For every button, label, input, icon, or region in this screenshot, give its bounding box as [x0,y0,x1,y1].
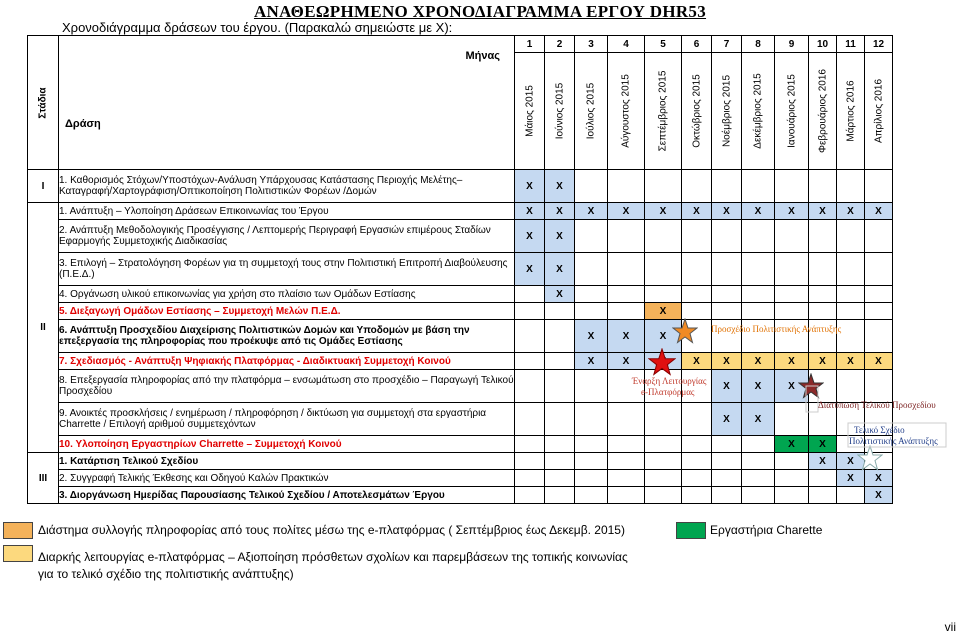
month-number: 1 [515,36,545,53]
schedule-cell: X [809,436,837,453]
action-label: 1. Ανάπτυξη – Υλοποίηση Δράσεων Επικοινωνίας του Έργου [59,203,515,220]
connector-box [806,386,818,412]
month-number: 11 [837,36,865,53]
legend-green-text: Εργαστήρια Charette [710,523,823,537]
schedule-cell: X [682,353,712,370]
action-label: 2. Συγγραφή Τελικής Έκθεσης και Οδηγού Καλών Πρακτικών [59,470,515,487]
month-name: Ιανουάριος 2015 [786,74,797,148]
month-number: 4 [608,36,645,53]
phase-label: III [28,453,59,504]
schedule-cell: X [712,403,742,436]
schedule-cell: X [809,353,837,370]
schedule-cell: X [515,203,545,220]
schedule-cell: X [645,303,682,320]
action-label: 3. Διοργάνωση Ημερίδας Παρουσίασης Τελικού Σχεδίου / Αποτελεσμάτων Έργου [59,487,515,504]
month-name: Ιούνιος 2015 [554,82,565,140]
action-label: 5. Διεξαγωγή Ομάδων Εστίασης – Συμμετοχή Μελών Π.Ε.Δ. [59,303,515,320]
phase-label: I [28,170,59,203]
schedule-cell: X [608,320,645,353]
schedule-cell: X [775,353,809,370]
schedule-cell: X [837,453,865,470]
schedule-cell: X [742,203,775,220]
month-number: 12 [865,36,893,53]
month-name: Απρίλιος 2016 [873,78,884,144]
schedule-cell: X [608,203,645,220]
month-number: 7 [712,36,742,53]
schedule-cell: X [837,470,865,487]
schedule-cell: X [742,353,775,370]
legend-yellow-swatch [3,545,33,562]
schedule-cell: X [645,203,682,220]
month-number: 9 [775,36,809,53]
schedule-cell: X [865,203,893,220]
annotation-platform-start-1: Έναρξη Λειτουργίας [632,376,707,386]
schedule-cell: X [712,353,742,370]
action-label: 8. Επεξεργασία πληροφορίας από την πλατφόρμα – ενσωμάτωση στο προσχέδιο – Παραγωγή Τελικού Προσχεδίου [59,370,515,403]
month-name: Μάιος 2015 [524,85,535,137]
schedule-cell: X [712,370,742,403]
schedule-cell: X [515,253,545,286]
schedule-cell: X [775,203,809,220]
month-name: Νοέμβριος 2015 [721,74,732,148]
annotation-draft-plan: Προσχέδιο Πολιτιστικής Ανάπτυξης [711,324,842,334]
schedule-cell: X [575,353,608,370]
month-name: Δεκέμβριος 2015 [752,73,764,149]
stages-header-label: Στάδια [37,86,49,119]
schedule-cell: X [837,353,865,370]
month-number: 3 [575,36,608,53]
schedule-cell: X [545,203,575,220]
action-label: 2. Ανάπτυξη Μεθοδολογικής Προσέγγισης / Λεπτομερής Περιγραφή Εργασιών επιμέρους Σταδίων Εφαρμογής Συμμετοχικής Διαδικασίας [59,220,515,253]
schedule-cell: X [865,487,893,504]
schedule-cell: X [545,170,575,203]
connector-box [848,423,946,447]
legend-green-swatch [676,522,706,539]
schedule-cell: X [742,370,775,403]
month-name: Σεπτέμβριος 2015 [657,70,669,152]
schedule-cell: X [515,220,545,253]
legend-orange-swatch [3,522,33,539]
annotation-platform-start-2: e-Πλατφόρμας [641,387,695,397]
schedule-cell: X [865,470,893,487]
month-number: 10 [809,36,837,53]
schedule-cell: X [545,286,575,303]
month-name: Φεβρουάριος 2016 [817,68,828,154]
phase-label: II [28,203,59,453]
schedule-cell: X [545,220,575,253]
month-header-label: Μήνας [465,50,500,62]
month-name: Ιούλιος 2015 [585,82,597,140]
month-number: 6 [682,36,712,53]
action-label: 4. Οργάνωση υλικού επικοινωνίας για χρήση στο πλαίσιο των Ομάδων Εστίασης [59,286,515,303]
document-title: ΑΝΑΘΕΩΡΗΜΕΝΟ ΧΡΟΝΟΔΙΑΓΡΑΜΜΑ ΕΡΓΟΥ DHR53 [253,2,707,21]
schedule-cell: X [775,436,809,453]
action-label: 9. Ανοικτές προσκλήσεις / ενημέρωση / πληροφόρηση / δικτύωση για συμμετοχή στα εργαστήρια Charrette / Επιλογή αριθμού συμμετεχόντων [59,403,515,436]
page-number: vii [944,620,956,634]
month-number: 2 [545,36,575,53]
action-label: 3. Επιλογή – Στρατολόγηση Φορέων για τη συμμετοχή τους στην Πολιτιστική Επιτροπή Διαβούλευσης (Π.Ε.Δ.) [59,253,515,286]
action-header-label: Δράση [65,118,101,130]
schedule-cell: X [865,353,893,370]
schedule-cell: X [645,320,682,353]
schedule-cell: X [775,370,809,403]
schedule-cell: X [608,353,645,370]
month-name: Αύγουστος 2015 [620,74,632,148]
schedule-cell: X [575,320,608,353]
annotation-final-plan-2: Πολιτιστικής Ανάπτυξης [849,436,938,446]
annotation-final-plan-1: Τελικό Σχέδιο [854,425,905,435]
action-label: 7. Σχεδιασμός - Ανάπτυξη Ψηφιακής Πλατφόρμας - Διαδικτυακή Συμμετοχή Κοινού [59,353,515,370]
schedule-cell: X [545,253,575,286]
action-label: 6. Ανάπτυξη Προσχεδίου Διαχείρισης Πολιτιστικών Δομών και Υποδομών με βάση την επεξεργασία της πληροφορίας που προέκυψε από τις Ομάδες Εστίασης [59,320,515,353]
legend-yellow-text-2: για το τελικό σχέδιο της πολιτιστικής ανάπτυξης) [38,567,294,581]
schedule-cell: X [809,453,837,470]
schedule-cell: X [712,203,742,220]
schedule-cell: X [682,203,712,220]
action-label: 1. Κατάρτιση Τελικού Σχεδίου [59,453,515,470]
schedule-cell: X [742,403,775,436]
month-number: 8 [742,36,775,53]
month-name: Μάρτιος 2016 [845,80,856,142]
legend-yellow-text-1: Διαρκής λειτουργίας e-πλατφόρμας – Αξιοποίηση πρόσθετων σχολίων και παρεμβάσεων της τοπικής κοινωνίας [38,550,628,564]
document-subtitle: Χρονοδιάγραμμα δράσεων του έργου. (Παρακαλώ σημειώστε με X): [62,20,453,35]
schedule-cell: X [837,203,865,220]
action-label: 1. Καθορισμός Στόχων/Υποστόχων-Ανάλυση Υπάρχουσας Κατάστασης Περιοχής Μελέτης–Καταγραφή/Χαρτογράφιση/Οπτικοποίηση Πολιτιστικών Φορέων /Δομών [59,170,515,203]
month-name: Οκτώβριος 2015 [691,74,702,148]
month-number: 5 [645,36,682,53]
schedule-cell: X [809,203,837,220]
schedule-cell: X [575,203,608,220]
action-label: 10. Υλοποίηση Εργαστηρίων Charrette – Συμμετοχή Κοινού [59,436,515,453]
legend-orange-text: Διάστημα συλλογής πληροφορίας από τους πολίτες μέσω της e-πλατφόρμας ( Σεπτέμβριος έως Δεκεμβ. 2015) [38,523,625,537]
schedule-cell: X [515,170,545,203]
annotation-final-draft: Διατύπωση Τελικού Προσχεδίου [818,400,936,410]
